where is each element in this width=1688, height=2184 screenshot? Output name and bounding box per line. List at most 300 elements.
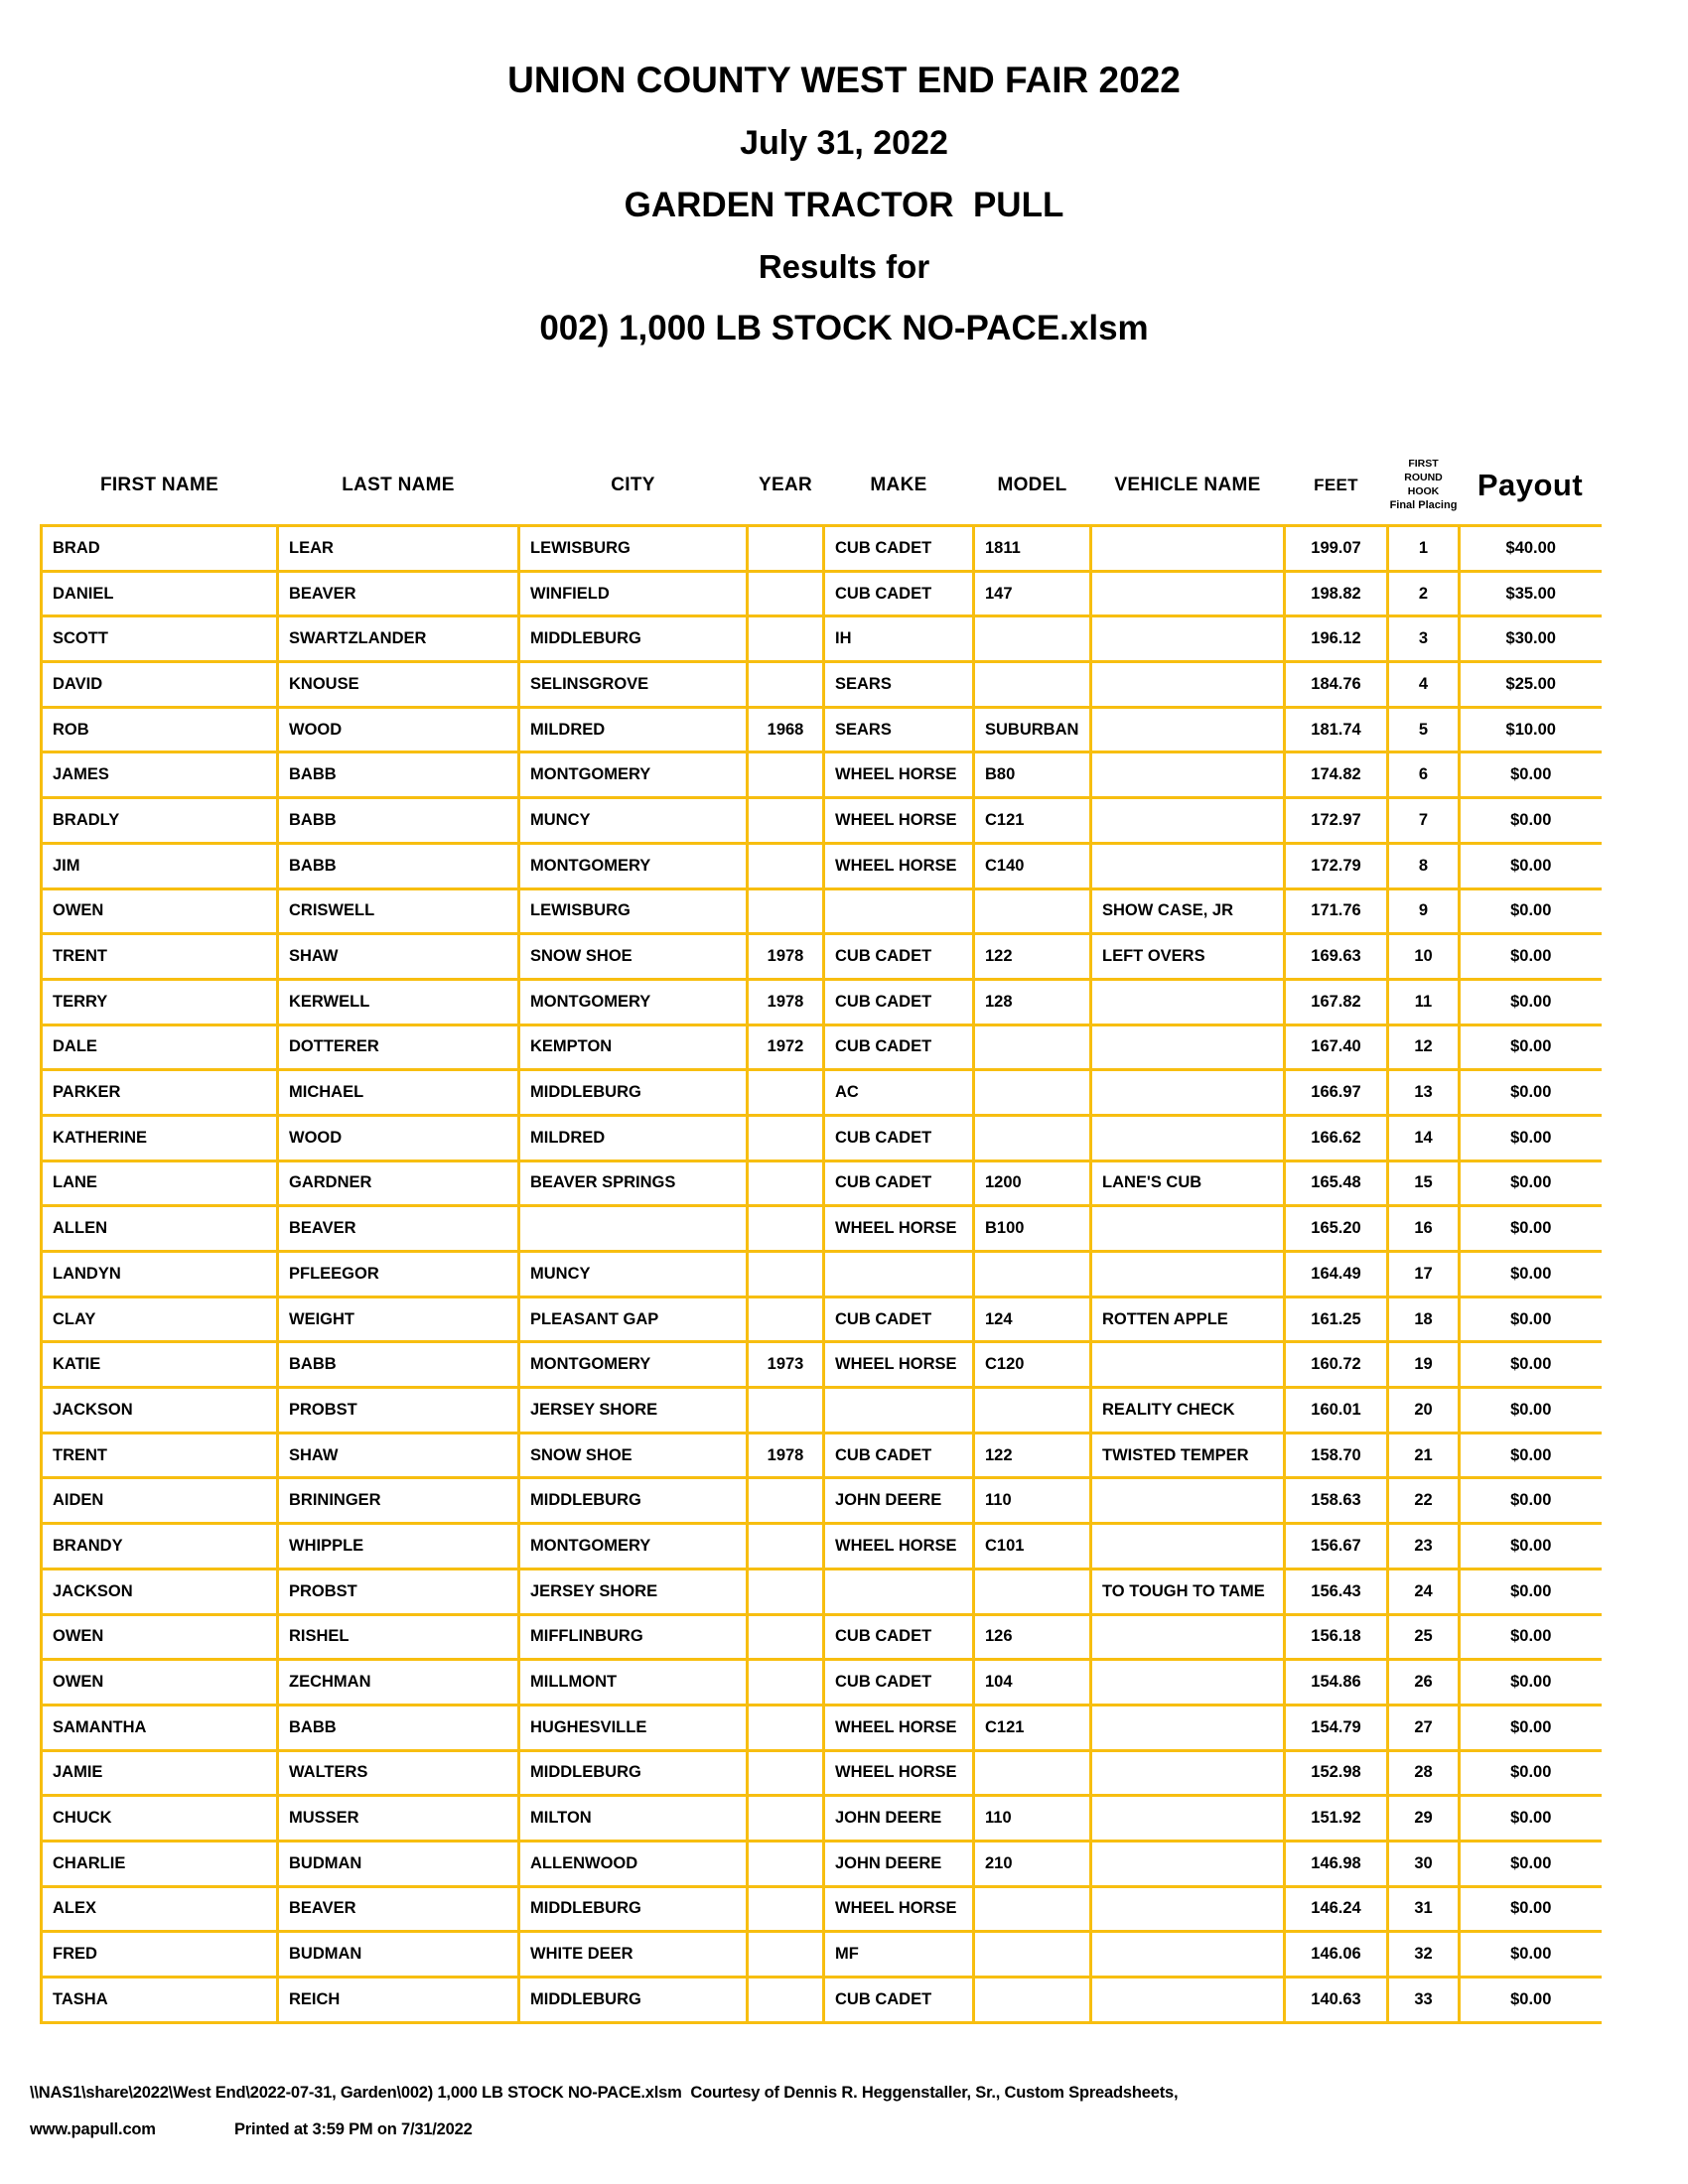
cell-last-name: BABB [278,843,519,888]
cell-first-name: CHUCK [42,1796,278,1842]
cell-first-name: OWEN [42,888,278,934]
cell-city: MONTGOMERY [519,1342,748,1388]
cell-feet: 156.67 [1285,1524,1388,1570]
cell-payout: $0.00 [1460,1433,1602,1478]
cell-payout: $0.00 [1460,1886,1602,1932]
cell-feet: 172.79 [1285,843,1388,888]
cell-first-name: BRAD [42,526,278,572]
cell-placing: 29 [1388,1796,1460,1842]
table-row [42,1024,1602,1070]
cell-feet: 165.48 [1285,1160,1388,1206]
cell-payout: $10.00 [1460,707,1602,752]
table-row [42,1614,1602,1660]
table-row [42,1886,1602,1932]
cell-city: MIDDLEBURG [519,1978,748,2023]
cell-last-name: BABB [278,1342,519,1388]
cell-vehicle-name [1091,1750,1285,1796]
cell-year [748,1524,824,1570]
cell-vehicle-name [1091,1705,1285,1750]
table-row [42,843,1602,888]
cell-first-name: TASHA [42,1978,278,2023]
cell-model [974,1750,1091,1796]
table-row [42,1932,1602,1978]
table-row [42,1478,1602,1524]
cell-payout: $0.00 [1460,1342,1602,1388]
cell-year [748,1886,824,1932]
cell-model: B80 [974,752,1091,798]
cell-last-name: PFLEEGOR [278,1252,519,1297]
cell-last-name: MUSSER [278,1796,519,1842]
cell-city: MILTON [519,1796,748,1842]
cell-make: CUB CADET [824,1660,974,1706]
cell-feet: 164.49 [1285,1252,1388,1297]
cell-vehicle-name [1091,707,1285,752]
cell-last-name: BABB [278,798,519,844]
column-header-row [42,447,1602,526]
cell-city: JERSEY SHORE [519,1569,748,1614]
cell-city: ALLENWOOD [519,1841,748,1886]
cell-placing: 6 [1388,752,1460,798]
cell-last-name: BABB [278,1705,519,1750]
cell-year: 1978 [748,934,824,980]
cell-placing: 26 [1388,1660,1460,1706]
table-row [42,1569,1602,1614]
cell-payout: $0.00 [1460,752,1602,798]
cell-placing: 17 [1388,1252,1460,1297]
cell-model: C121 [974,798,1091,844]
cell-city: BEAVER SPRINGS [519,1160,748,1206]
cell-model [974,1252,1091,1297]
cell-feet: 167.82 [1285,979,1388,1024]
cell-make: WHEEL HORSE [824,843,974,888]
cell-year [748,1841,824,1886]
cell-vehicle-name [1091,798,1285,844]
cell-city: MILLMONT [519,1660,748,1706]
cell-payout: $35.00 [1460,571,1602,616]
cell-first-name: AIDEN [42,1478,278,1524]
cell-vehicle-name [1091,1070,1285,1116]
cell-payout: $0.00 [1460,1252,1602,1297]
event-type: GARDEN TRACTOR PULL [624,186,1064,224]
cell-make: WHEEL HORSE [824,752,974,798]
cell-year: 1968 [748,707,824,752]
cell-first-name: KATHERINE [42,1115,278,1160]
cell-first-name: JAMES [42,752,278,798]
cell-city: LEWISBURG [519,526,748,572]
cell-make [824,1252,974,1297]
cell-make: SEARS [824,662,974,708]
column-header-make: MAKE [870,475,927,495]
cell-vehicle-name [1091,1024,1285,1070]
cell-year: 1978 [748,1433,824,1478]
cell-last-name: KNOUSE [278,662,519,708]
cell-first-name: TERRY [42,979,278,1024]
cell-model [974,616,1091,662]
column-header-payout: Payout [1477,468,1584,502]
cell-vehicle-name: LEFT OVERS [1091,934,1285,980]
cell-year [748,1388,824,1433]
cell-model: 1200 [974,1160,1091,1206]
cell-placing: 2 [1388,571,1460,616]
table-row [42,1524,1602,1570]
cell-city: MUNCY [519,1252,748,1297]
cell-first-name: ALLEN [42,1206,278,1252]
cell-make: WHEEL HORSE [824,1524,974,1570]
cell-last-name: BEAVER [278,1886,519,1932]
cell-last-name: ZECHMAN [278,1660,519,1706]
cell-feet: 169.63 [1285,934,1388,980]
cell-model: C140 [974,843,1091,888]
cell-make: IH [824,616,974,662]
cell-first-name: PARKER [42,1070,278,1116]
cell-make [824,1388,974,1433]
cell-model [974,1932,1091,1978]
cell-vehicle-name: SHOW CASE, JR [1091,888,1285,934]
cell-vehicle-name [1091,1841,1285,1886]
cell-make: CUB CADET [824,934,974,980]
cell-city: MIFFLINBURG [519,1614,748,1660]
cell-model [974,1070,1091,1116]
cell-last-name: WALTERS [278,1750,519,1796]
cell-year [748,1660,824,1706]
event-title: UNION COUNTY WEST END FAIR 2022 [507,60,1181,100]
cell-model [974,1569,1091,1614]
cell-first-name: OWEN [42,1614,278,1660]
cell-vehicle-name [1091,1796,1285,1842]
cell-last-name: WEIGHT [278,1297,519,1342]
cell-last-name: BUDMAN [278,1841,519,1886]
cell-model [974,1886,1091,1932]
hook-header-line3: Final Placing [1389,499,1458,512]
cell-placing: 28 [1388,1750,1460,1796]
cell-last-name: RISHEL [278,1614,519,1660]
cell-vehicle-name [1091,1886,1285,1932]
cell-payout: $0.00 [1460,1388,1602,1433]
cell-year: 1972 [748,1024,824,1070]
cell-year [748,1932,824,1978]
cell-city [519,1206,748,1252]
cell-feet: 154.86 [1285,1660,1388,1706]
hook-header-line2: HOOK [1407,484,1440,497]
cell-vehicle-name [1091,616,1285,662]
cell-make: CUB CADET [824,1433,974,1478]
cell-vehicle-name [1091,1342,1285,1388]
cell-model [974,1978,1091,2023]
cell-payout: $0.00 [1460,843,1602,888]
cell-feet: 160.01 [1285,1388,1388,1433]
class-file-title: 002) 1,000 LB STOCK NO-PACE.xlsm [539,309,1149,347]
cell-make: CUB CADET [824,1160,974,1206]
cell-placing: 19 [1388,1342,1460,1388]
cell-last-name: SHAW [278,1433,519,1478]
cell-placing: 23 [1388,1524,1460,1570]
cell-placing: 10 [1388,934,1460,980]
cell-model: SUBURBAN [974,707,1091,752]
cell-placing: 21 [1388,1433,1460,1478]
cell-payout: $0.00 [1460,1115,1602,1160]
cell-make: MF [824,1932,974,1978]
cell-last-name: REICH [278,1978,519,2023]
table-row [42,616,1602,662]
cell-vehicle-name: TWISTED TEMPER [1091,1433,1285,1478]
cell-make: CUB CADET [824,1614,974,1660]
cell-city: SNOW SHOE [519,934,748,980]
cell-payout: $0.00 [1460,1932,1602,1978]
cell-feet: 184.76 [1285,662,1388,708]
cell-feet: 198.82 [1285,571,1388,616]
cell-vehicle-name [1091,979,1285,1024]
cell-model: 147 [974,571,1091,616]
cell-payout: $0.00 [1460,1160,1602,1206]
cell-year [748,1206,824,1252]
footer-website: www.papull.com [30,2120,156,2138]
cell-placing: 8 [1388,843,1460,888]
cell-make [824,888,974,934]
cell-payout: $0.00 [1460,888,1602,934]
page-footer [30,2075,1668,2148]
cell-city: WINFIELD [519,571,748,616]
cell-make: CUB CADET [824,1978,974,2023]
page-title-block [0,60,1688,348]
footer-printed-at: Printed at 3:59 PM on 7/31/2022 [234,2120,473,2138]
cell-payout: $0.00 [1460,1206,1602,1252]
cell-feet: 154.79 [1285,1705,1388,1750]
cell-payout: $30.00 [1460,616,1602,662]
cell-payout: $0.00 [1460,1070,1602,1116]
cell-city: PLEASANT GAP [519,1297,748,1342]
cell-make: CUB CADET [824,526,974,572]
cell-feet: 160.72 [1285,1342,1388,1388]
cell-make: JOHN DEERE [824,1841,974,1886]
cell-feet: 181.74 [1285,707,1388,752]
table-row [42,662,1602,708]
cell-city: HUGHESVILLE [519,1705,748,1750]
table-row [42,1433,1602,1478]
table-row [42,979,1602,1024]
cell-vehicle-name [1091,1206,1285,1252]
cell-city: KEMPTON [519,1024,748,1070]
column-header-model: MODEL [997,475,1067,495]
cell-feet: 151.92 [1285,1796,1388,1842]
table-row [42,1750,1602,1796]
cell-payout: $0.00 [1460,1024,1602,1070]
cell-vehicle-name: TO TOUGH TO TAME [1091,1569,1285,1614]
cell-payout: $0.00 [1460,798,1602,844]
cell-last-name: KERWELL [278,979,519,1024]
cell-city: SELINSGROVE [519,662,748,708]
cell-payout: $0.00 [1460,1841,1602,1886]
cell-first-name: TRENT [42,934,278,980]
cell-city: MONTGOMERY [519,752,748,798]
column-header-last-name: LAST NAME [342,475,455,495]
cell-last-name: BEAVER [278,1206,519,1252]
cell-vehicle-name [1091,571,1285,616]
table-row [42,1297,1602,1342]
cell-first-name: BRADLY [42,798,278,844]
cell-city: MUNCY [519,798,748,844]
cell-first-name: LANDYN [42,1252,278,1297]
cell-city: MIDDLEBURG [519,616,748,662]
cell-vehicle-name [1091,1978,1285,2023]
cell-last-name: WOOD [278,707,519,752]
column-header-city: CITY [611,475,655,495]
cell-city: MONTGOMERY [519,1524,748,1570]
cell-feet: 166.97 [1285,1070,1388,1116]
cell-year [748,752,824,798]
cell-city: LEWISBURG [519,888,748,934]
cell-model: C101 [974,1524,1091,1570]
cell-placing: 1 [1388,526,1460,572]
cell-first-name: KATIE [42,1342,278,1388]
cell-placing: 4 [1388,662,1460,708]
cell-year [748,1115,824,1160]
cell-year [748,1750,824,1796]
cell-year [748,1796,824,1842]
cell-last-name: BEAVER [278,571,519,616]
cell-year [748,888,824,934]
footer-print-line [30,2112,1668,2148]
cell-first-name: CLAY [42,1297,278,1342]
cell-placing: 16 [1388,1206,1460,1252]
cell-placing: 33 [1388,1978,1460,2023]
cell-model: 124 [974,1297,1091,1342]
table-row [42,526,1602,572]
cell-last-name: MICHAEL [278,1070,519,1116]
cell-city: MIDDLEBURG [519,1750,748,1796]
cell-first-name: ALEX [42,1886,278,1932]
cell-payout: $0.00 [1460,1478,1602,1524]
cell-year [748,1978,824,2023]
cell-model: 110 [974,1796,1091,1842]
cell-first-name: JACKSON [42,1388,278,1433]
cell-feet: 161.25 [1285,1297,1388,1342]
cell-first-name: JIM [42,843,278,888]
cell-placing: 27 [1388,1705,1460,1750]
cell-first-name: OWEN [42,1660,278,1706]
cell-vehicle-name [1091,662,1285,708]
table-row [42,571,1602,616]
cell-city: JERSEY SHORE [519,1388,748,1433]
cell-vehicle-name: ROTTEN APPLE [1091,1297,1285,1342]
cell-payout: $0.00 [1460,1524,1602,1570]
cell-make: JOHN DEERE [824,1796,974,1842]
cell-placing: 12 [1388,1024,1460,1070]
cell-year [748,616,824,662]
cell-feet: 146.24 [1285,1886,1388,1932]
cell-city: MIDDLEBURG [519,1070,748,1116]
table-row [42,1660,1602,1706]
cell-feet: 171.76 [1285,888,1388,934]
cell-vehicle-name [1091,1614,1285,1660]
table-row [42,1252,1602,1297]
table-row [42,1841,1602,1886]
table-row [42,707,1602,752]
cell-year [748,1070,824,1116]
cell-first-name: DAVID [42,662,278,708]
cell-model: C120 [974,1342,1091,1388]
cell-feet: 174.82 [1285,752,1388,798]
cell-year: 1973 [748,1342,824,1388]
cell-city: MILDRED [519,1115,748,1160]
cell-last-name: PROBST [278,1569,519,1614]
results-label: Results for [758,248,930,285]
cell-placing: 20 [1388,1388,1460,1433]
cell-placing: 25 [1388,1614,1460,1660]
cell-model [974,1024,1091,1070]
cell-model: 210 [974,1841,1091,1886]
cell-make: JOHN DEERE [824,1478,974,1524]
cell-feet: 199.07 [1285,526,1388,572]
cell-year [748,1297,824,1342]
cell-placing: 31 [1388,1886,1460,1932]
footer-path-line: \\NAS1\share\2022\West End\2022-07-31, Garden\002) 1,000 LB STOCK NO-PACE.xlsm Courtesy of Dennis R. Heggenstaller, Sr., Custom Spreadsheets, [30,2084,1179,2102]
cell-payout: $0.00 [1460,1614,1602,1660]
cell-vehicle-name: LANE'S CUB [1091,1160,1285,1206]
hook-header-line1: FIRST ROUND [1404,458,1443,484]
table-row [42,934,1602,980]
cell-placing: 22 [1388,1478,1460,1524]
cell-year: 1978 [748,979,824,1024]
cell-last-name: BRININGER [278,1478,519,1524]
cell-last-name: BUDMAN [278,1932,519,1978]
cell-model [974,888,1091,934]
cell-feet: 140.63 [1285,1978,1388,2023]
cell-first-name: DANIEL [42,571,278,616]
cell-make: WHEEL HORSE [824,1886,974,1932]
cell-model: 1811 [974,526,1091,572]
cell-placing: 11 [1388,979,1460,1024]
cell-year [748,1478,824,1524]
cell-payout: $0.00 [1460,1796,1602,1842]
cell-first-name: LANE [42,1160,278,1206]
cell-make: CUB CADET [824,979,974,1024]
cell-first-name: SAMANTHA [42,1705,278,1750]
cell-year [748,1252,824,1297]
cell-feet: 152.98 [1285,1750,1388,1796]
cell-placing: 13 [1388,1070,1460,1116]
cell-last-name: CRISWELL [278,888,519,934]
cell-last-name: WHIPPLE [278,1524,519,1570]
table-row [42,888,1602,934]
cell-feet: 156.43 [1285,1569,1388,1614]
cell-placing: 32 [1388,1932,1460,1978]
cell-last-name: DOTTERER [278,1024,519,1070]
cell-placing: 14 [1388,1115,1460,1160]
cell-city: MIDDLEBURG [519,1886,748,1932]
cell-feet: 158.70 [1285,1433,1388,1478]
cell-year [748,1160,824,1206]
cell-placing: 3 [1388,616,1460,662]
cell-make: WHEEL HORSE [824,798,974,844]
cell-make: WHEEL HORSE [824,1705,974,1750]
table-row [42,1160,1602,1206]
cell-placing: 9 [1388,888,1460,934]
cell-payout: $40.00 [1460,526,1602,572]
cell-last-name: WOOD [278,1115,519,1160]
cell-model: 128 [974,979,1091,1024]
cell-year [748,1569,824,1614]
column-header-year: YEAR [759,475,812,495]
cell-city: SNOW SHOE [519,1433,748,1478]
cell-vehicle-name [1091,1932,1285,1978]
table-row [42,1388,1602,1433]
cell-year [748,1705,824,1750]
cell-feet: 165.20 [1285,1206,1388,1252]
cell-feet: 146.06 [1285,1932,1388,1978]
cell-feet: 156.18 [1285,1614,1388,1660]
cell-make: WHEEL HORSE [824,1342,974,1388]
cell-placing: 5 [1388,707,1460,752]
